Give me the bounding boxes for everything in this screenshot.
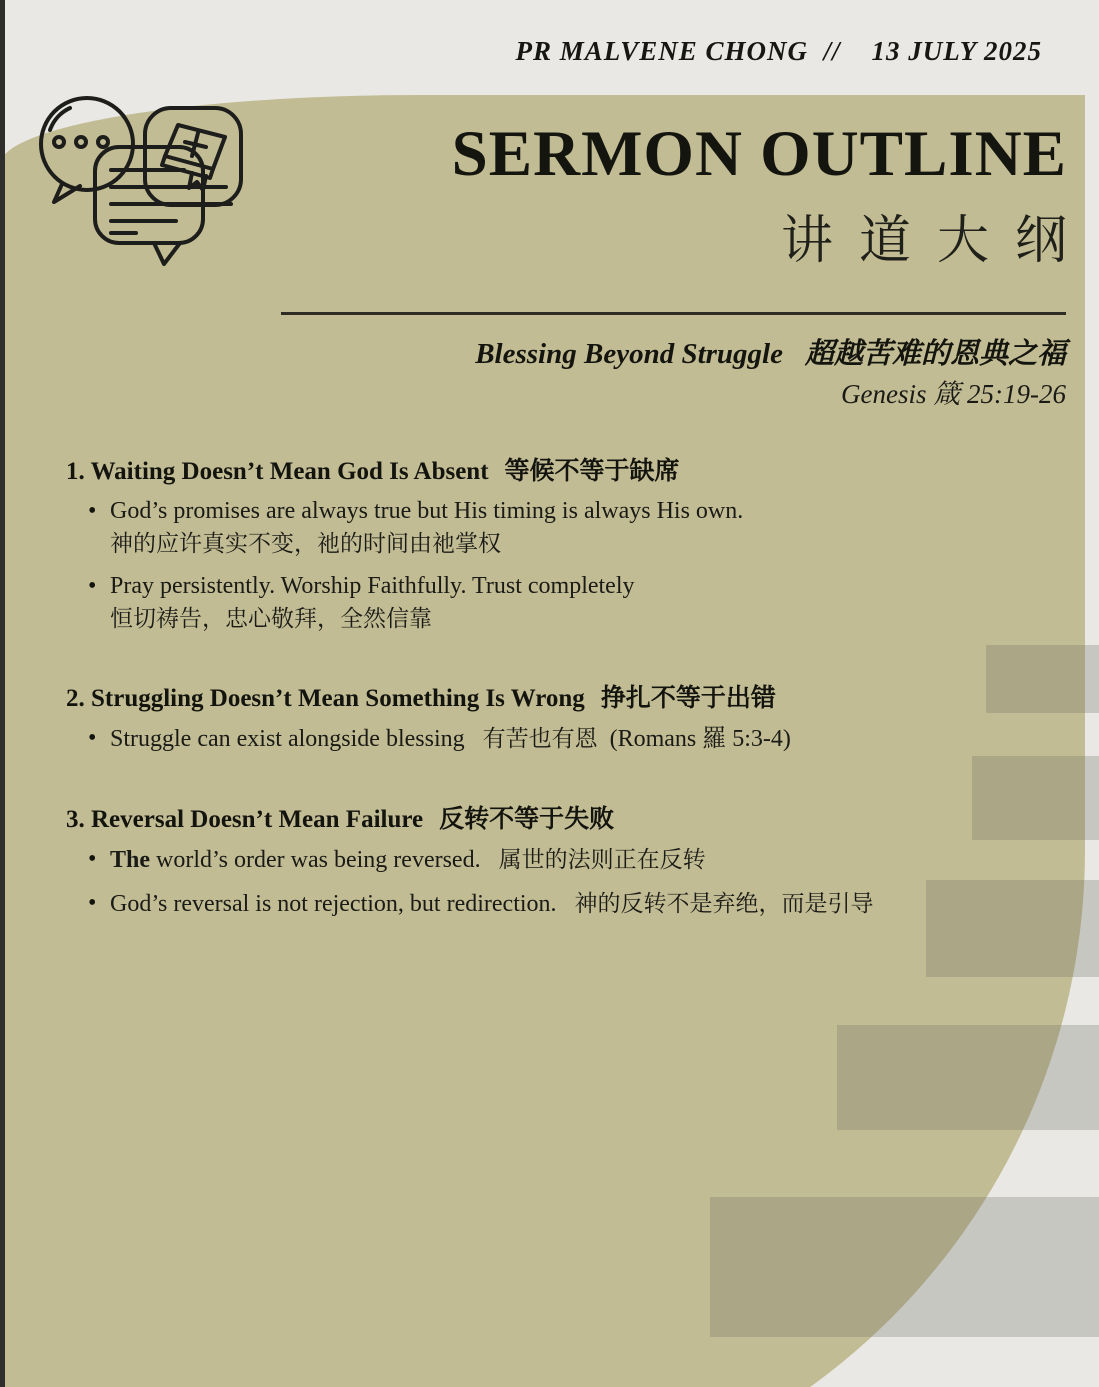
bullet-en-bold: The: [110, 847, 151, 873]
section-number: 1.: [66, 458, 85, 485]
bullet-zh: 属世的法则正在反转: [498, 846, 706, 872]
bullet-en: Pray persistently. Worship Faithfully. Trust completely: [110, 573, 635, 599]
list-item: [88, 571, 946, 633]
section-number: 2.: [66, 685, 85, 712]
scripture-reference: Genesis 箴 25:19-26: [841, 379, 1066, 409]
bullet-text: [110, 571, 635, 633]
bullet-en: God’s promises are always true but His timing is always His own.: [110, 498, 744, 524]
section-title-en: Reversal Doesn’t Mean Failure: [91, 806, 424, 833]
cross-horizontal: [185, 142, 206, 147]
speech-bubbles-bible-icon: [26, 96, 258, 294]
section-1: [66, 455, 946, 646]
bullet-marker: •: [88, 846, 97, 872]
section-title-zh: 等候不等于缺席: [504, 457, 680, 485]
bullet-zh: 神的应许真实不变，祂的时间由祂掌权: [110, 530, 501, 556]
bullet-list: [88, 496, 946, 633]
subtitle-zh: 超越苦难的恩典之福: [804, 338, 1066, 370]
section-2: [66, 682, 946, 767]
dot-icon: [54, 137, 64, 147]
staircase-step: [837, 1025, 1099, 1130]
bullet-list: [88, 723, 946, 754]
bullet-zh: 有苦也有恩: [482, 725, 598, 751]
bullet-text: [110, 888, 874, 919]
list-item: [88, 496, 946, 558]
text-bubble-tail: [154, 243, 180, 264]
bullet-text: [110, 844, 706, 875]
title-block: [451, 118, 1093, 270]
bullet-text: [110, 723, 791, 754]
bullet-en: Struggle can exist alongside blessing: [110, 726, 465, 752]
list-item: [88, 888, 946, 919]
list-item: [88, 723, 946, 754]
subtitle-en: Blessing Beyond Struggle: [475, 338, 783, 370]
bullet-text: [110, 496, 743, 558]
section-number: 3.: [66, 806, 85, 833]
section-title-en: Waiting Doesn’t Mean God Is Absent: [90, 458, 489, 485]
staircase-step: [986, 645, 1099, 713]
bullet-scripture-ref: (Romans 羅 5:3-4): [609, 726, 791, 752]
bullet-en: God’s reversal is not rejection, but redirection.: [110, 891, 557, 917]
staircase-step: [710, 1197, 1099, 1337]
bullet-list: [88, 844, 946, 919]
section-title-en: Struggling Doesn’t Mean Something Is Wrong: [91, 685, 585, 712]
section-2-heading: [66, 682, 946, 715]
bullet-marker: •: [88, 498, 97, 524]
list-item: [88, 844, 946, 875]
staircase-step: [972, 756, 1099, 840]
section-3-heading: [66, 803, 946, 836]
sermon-subtitle: [475, 331, 1066, 372]
bullet-zh: 神的反转不是弃绝，而是引导: [574, 890, 874, 916]
section-3: [66, 803, 946, 932]
section-1-heading: [66, 455, 946, 488]
section-title-zh: 反转不等于失败: [439, 805, 615, 833]
divider-rule: [281, 312, 1066, 315]
preacher-and-date: PR MALVENE CHONG // 13 JULY 2025: [515, 36, 1042, 66]
bullet-zh: 恒切祷告，忠心敬拜，全然信靠: [110, 605, 432, 631]
dot-icon: [76, 137, 86, 147]
section-title-zh: 挣扎不等于出错: [600, 684, 776, 712]
dot-icon: [98, 137, 108, 147]
staircase-step: [926, 880, 1099, 977]
bullet-marker: •: [88, 725, 97, 751]
page-title-zh: 讲道大纲: [780, 212, 1093, 270]
bullet-marker: •: [88, 890, 97, 916]
page-title-en: SERMON OUTLINE: [451, 118, 1067, 190]
left-edge-scan-line: [0, 0, 5, 1387]
bullet-marker: •: [88, 573, 97, 599]
bullet-en: world’s order was being reversed.: [150, 847, 481, 873]
